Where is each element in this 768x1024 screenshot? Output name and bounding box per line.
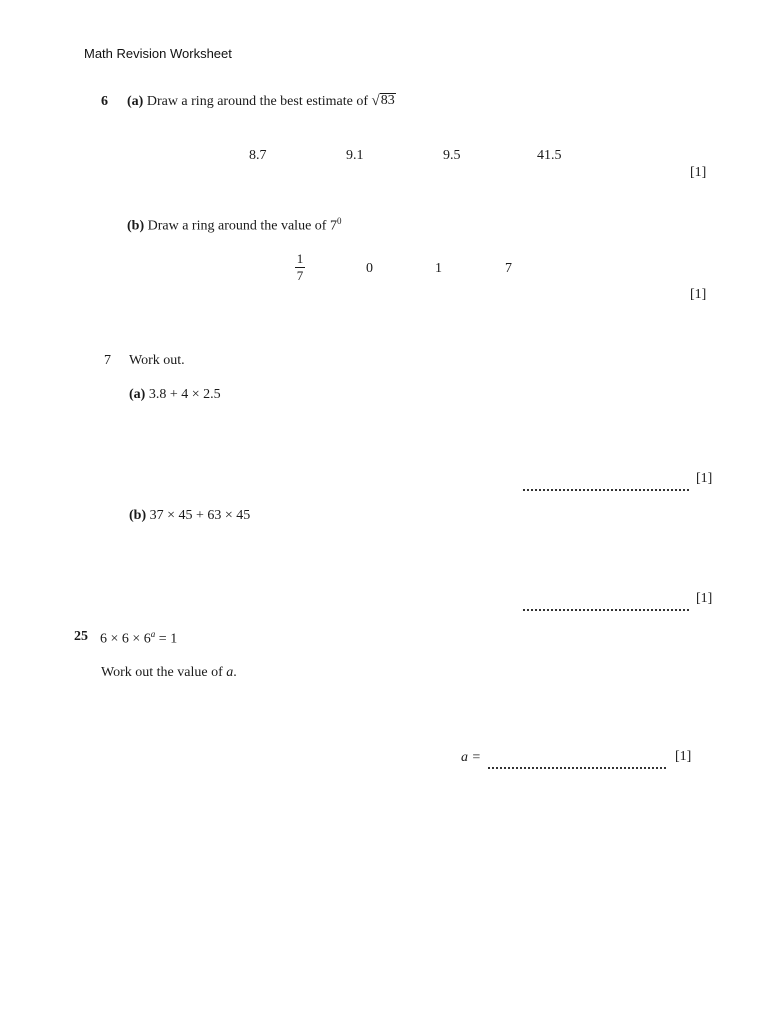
- q7b-answer-line[interactable]: [523, 598, 689, 616]
- question-7b-label: (b): [129, 508, 147, 523]
- question-25-number: 25: [74, 629, 88, 644]
- q25-instruction-var: a: [226, 665, 234, 680]
- square-root-radicand: 83: [380, 93, 395, 108]
- question-6a-prompt: [127, 93, 396, 110]
- q25-instruction-start: Work out the value of: [101, 665, 227, 680]
- q6a-option-4[interactable]: 41.5: [537, 148, 562, 163]
- q6a-marks: [1]: [690, 165, 707, 180]
- question-6b-prompt: [127, 216, 341, 235]
- question-6b-exponent: 0: [336, 216, 342, 226]
- question-7-instruction: Work out.: [129, 353, 185, 368]
- question-6a-text: Draw a ring around the best estimate of: [146, 94, 369, 109]
- q25-answer-line[interactable]: [488, 756, 666, 774]
- square-root-expression: [372, 93, 396, 108]
- question-7a-label: (a): [129, 387, 146, 402]
- question-6b-label: (b): [127, 218, 145, 234]
- question-7b-prompt: [129, 508, 250, 524]
- question-25-expression: [100, 629, 177, 648]
- q25-answer-label: [461, 750, 481, 766]
- question-25-instruction: [101, 665, 237, 681]
- q6b-option-2[interactable]: 0: [366, 261, 373, 276]
- q6b-marks: [1]: [690, 287, 707, 302]
- q25-instruction-end: .: [233, 665, 237, 680]
- fraction-denominator: 7: [296, 268, 304, 283]
- q7b-marks: [1]: [696, 591, 713, 606]
- q25-expression-start: 6 × 6 × 6: [100, 631, 151, 647]
- q7a-answer-line[interactable]: [523, 478, 689, 496]
- q25-expression-end: = 1: [155, 631, 178, 647]
- q6b-option-4[interactable]: 7: [505, 261, 512, 276]
- question-7-number: 7: [104, 353, 111, 368]
- question-7a-expression: 3.8 + 4 × 2.5: [148, 387, 221, 402]
- question-6b-text: Draw a ring around the value of 7: [147, 218, 337, 234]
- q7a-marks: [1]: [696, 471, 713, 486]
- question-6a-label: (a): [127, 94, 144, 109]
- q6a-option-3[interactable]: 9.5: [443, 148, 461, 163]
- q25-exponent: a: [150, 629, 156, 639]
- q6a-option-2[interactable]: 9.1: [346, 148, 364, 163]
- fraction-numerator: 1: [296, 251, 304, 266]
- worksheet-title: Math Revision Worksheet: [84, 46, 232, 61]
- question-6-number: 6: [101, 94, 108, 109]
- q25-answer-label-text: a =: [461, 750, 481, 765]
- question-7b-expression: 37 × 45 + 63 × 45: [149, 508, 251, 523]
- q25-marks: [1]: [675, 749, 692, 764]
- square-root-icon: √: [371, 93, 380, 109]
- q6a-option-1[interactable]: 8.7: [249, 148, 267, 163]
- q6b-option-fraction[interactable]: [295, 252, 305, 283]
- q6b-option-3[interactable]: 1: [435, 261, 442, 276]
- question-7a-prompt: [129, 387, 221, 403]
